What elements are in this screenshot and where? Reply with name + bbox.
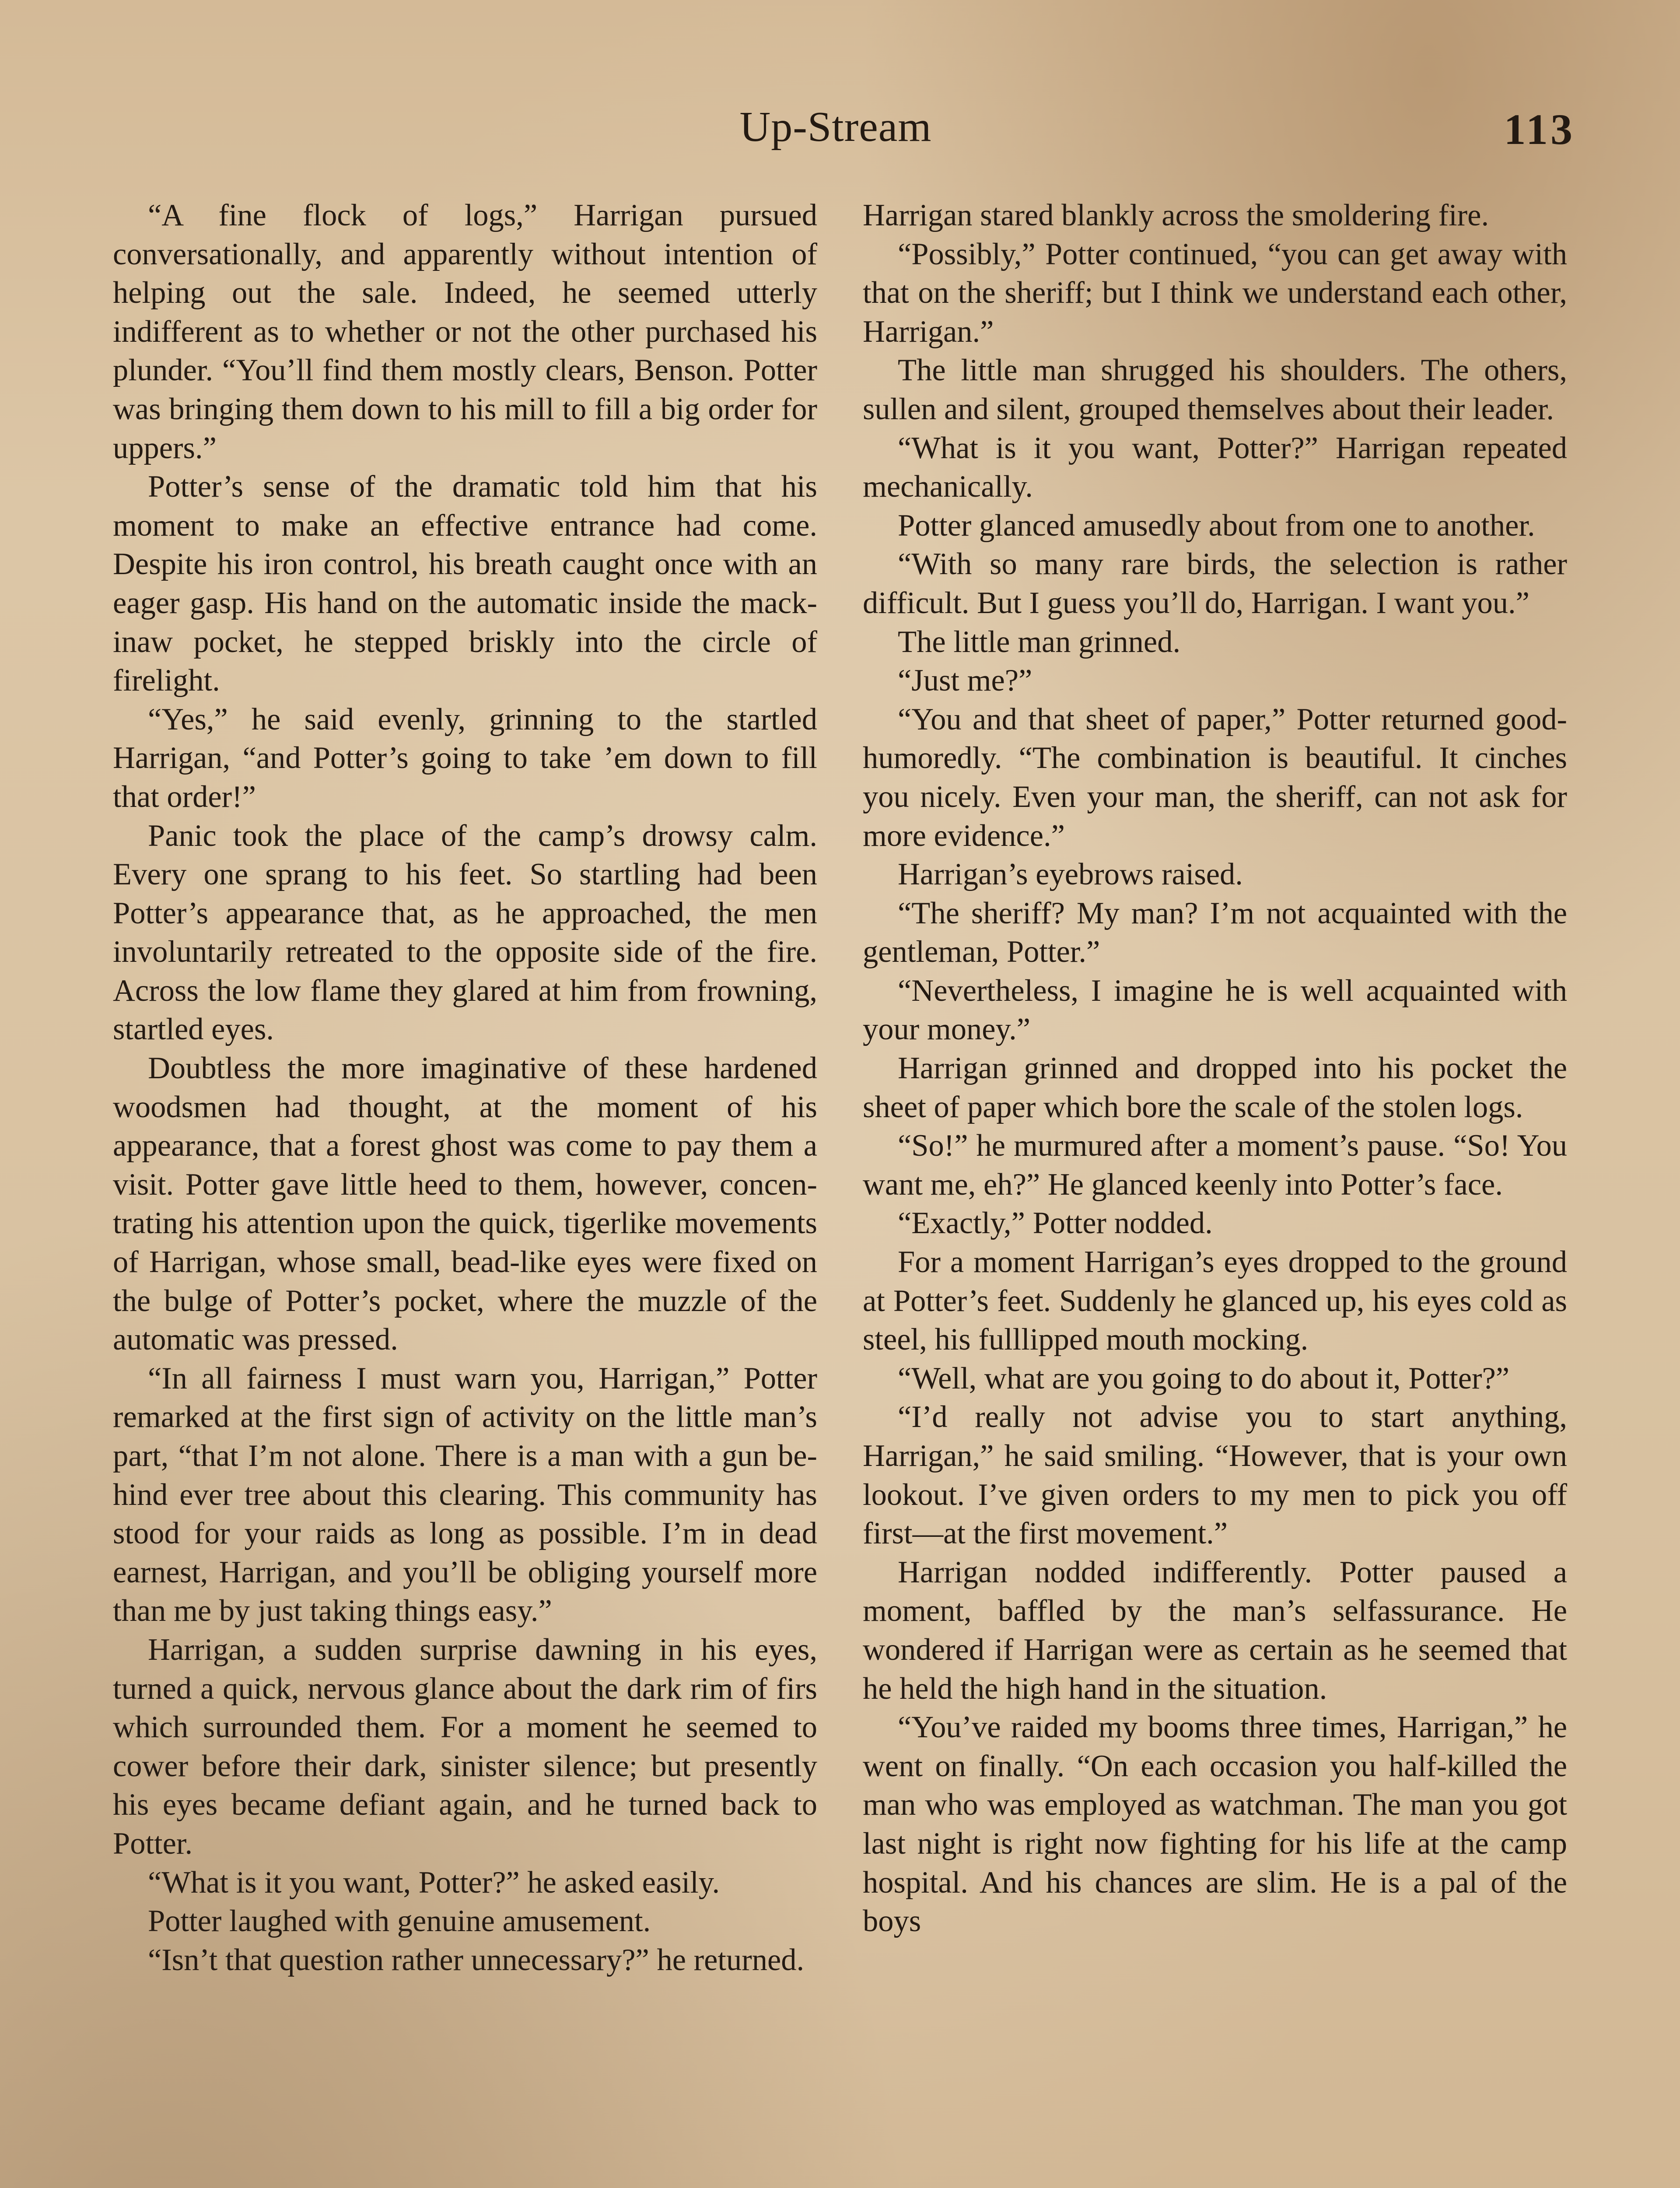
paragraph: “I’d really not advise you to start anything, Harrigan,” he said smiling. “However, that is your own lookout. I’ve given orders to my men to pick you off first—at the first movement.” (863, 1400, 1567, 1551)
paragraph: “You and that sheet of paper,” Potter returned good-humoredly. “The combination is beautiful. It cinches you nicely. Even your man, the sheriff, can not ask for more evidence.” (863, 702, 1567, 853)
paragraph: Potter’s sense of the dramatic told him that his moment to make an effective entrance had come. Despite his iron control, his breath caught once with an eager gasp. His hand on the automatic inside the mackinaw pocket, he stepped briskly into the circle of firelight. (113, 470, 817, 698)
left-column (113, 196, 817, 1979)
paragraph: “So!” he murmured after a moment’s pause. “So! You want me, eh?” He glanced keenly into Potter’s face. (863, 1129, 1567, 1202)
paragraph: For a moment Harrigan’s eyes dropped to the ground at Potter’s feet. Suddenly he glanced up, his eyes cold as steel, his fulllipped mouth mocking. (863, 1245, 1567, 1357)
paragraph: “You’ve raided my booms three times, Harrigan,” he went on finally. “On each occasion you half-killed the man who was employed as watchman. The man you got last night is right now fighting for his life at the camp hospital. And his chances are slim. He is a pal of the boys (863, 1710, 1567, 1939)
paragraph: The little man shrugged his shoulders. The others, sullen and silent, grouped themselves about their leader. (863, 353, 1567, 426)
paragraph: “Exactly,” Potter nodded. (898, 1206, 1213, 1241)
running-title: Up-Stream (739, 103, 932, 151)
paragraph: Potter laughed with genuine amusement. (148, 1904, 651, 1939)
page-number: 113 (1504, 105, 1575, 154)
paragraph: Panic took the place of the camp’s drowsy calm. Every one sprang to his feet. So startling had been Potter’s appearance that, as he approached, the men involuntarily retreated to the opposite side of the fire. Across the low flame they glared at him from frowning, startled eyes. (113, 818, 817, 1047)
paragraph: “Yes,” he said evenly, grinning to the startled Harrigan, “and Potter’s going to take ’em down to fill that order!” (113, 702, 817, 814)
paragraph: Harrigan nodded indifferently. Potter paused a moment, baffled by the man’s selfassurance. He wondered if Harrigan were as certain as he seemed that he held the high hand in the situation. (863, 1555, 1567, 1706)
paragraph: “Just me?” (898, 663, 1032, 698)
paragraph: Harrigan, a sudden surprise dawning in his eyes, turned a quick, nervous glance about the dark rim of firs which surrounded them. For a moment he seemed to cower before their dark, sinister silence; but presently his eyes became defiant again, and he turned back to Potter. (113, 1632, 817, 1861)
paragraph: Harrigan stared blankly across the smoldering fire. (863, 198, 1489, 232)
running-head (0, 92, 1680, 158)
paragraph: “In all fairness I must warn you, Harrigan,” Potter remarked at the first sign of activity on the little man’s part, “that I’m not alone. There is a man with a gun behind ever tree about this clearing. This community has stood for your raids as long as possible. I’m in dead earnest, Harrigan, and you’ll be obliging yourself more than me by just taking things easy.” (113, 1361, 817, 1628)
paragraph: “The sheriff? My man? I’m not acquainted with the gentleman, Potter.” (863, 896, 1567, 969)
paragraph: “Well, what are you going to do about it, Potter?” (898, 1361, 1510, 1396)
paragraph: “A fine flock of logs,” Harrigan pursued conversationally, and apparently without intention of helping out the sale. Indeed, he seemed utterly indifferent as to whether or not the other purchased his plunder. “You’ll find them mostly clears, Benson. Potter was bringing them down to his mill to fill a big order for uppers.” (113, 198, 817, 465)
paragraph: “What is it you want, Potter?” Harrigan repeated mechanically. (863, 431, 1567, 504)
paragraph: “With so many rare birds, the selection is rather difficult. But I guess you’ll do, Harrigan. I want you.” (863, 547, 1567, 620)
paragraph: Potter glanced amusedly about from one to another. (898, 508, 1535, 543)
paragraph: Doubtless the more imaginative of these hardened woodsmen had thought, at the moment of his appearance, that a forest ghost was come to pay them a visit. Potter gave little heed to them, however, concentrating his attention upon the quick, tigerlike movements of Harrigan, whose small, bead-like eyes were fixed on the bulge of Potter’s pocket, where the muzzle of the automatic was pressed. (113, 1051, 817, 1357)
paragraph: The little man grinned. (898, 624, 1181, 659)
paragraph: “What is it you want, Potter?” he asked easily. (148, 1865, 720, 1900)
right-column (863, 196, 1567, 1941)
paragraph: “Isn’t that question rather unnecessary?” he returned. (148, 1943, 805, 1977)
paragraph: Harrigan’s eyebrows raised. (898, 857, 1243, 892)
paragraph: “Nevertheless, I imagine he is well acquainted with your money.” (863, 973, 1567, 1047)
paragraph: Harrigan grinned and dropped into his pocket the sheet of paper which bore the scale of the stolen logs. (863, 1051, 1567, 1124)
paragraph: “Possibly,” Potter continued, “you can get away with that on the sheriff; but I think we understand each other, Harrigan.” (863, 237, 1567, 349)
